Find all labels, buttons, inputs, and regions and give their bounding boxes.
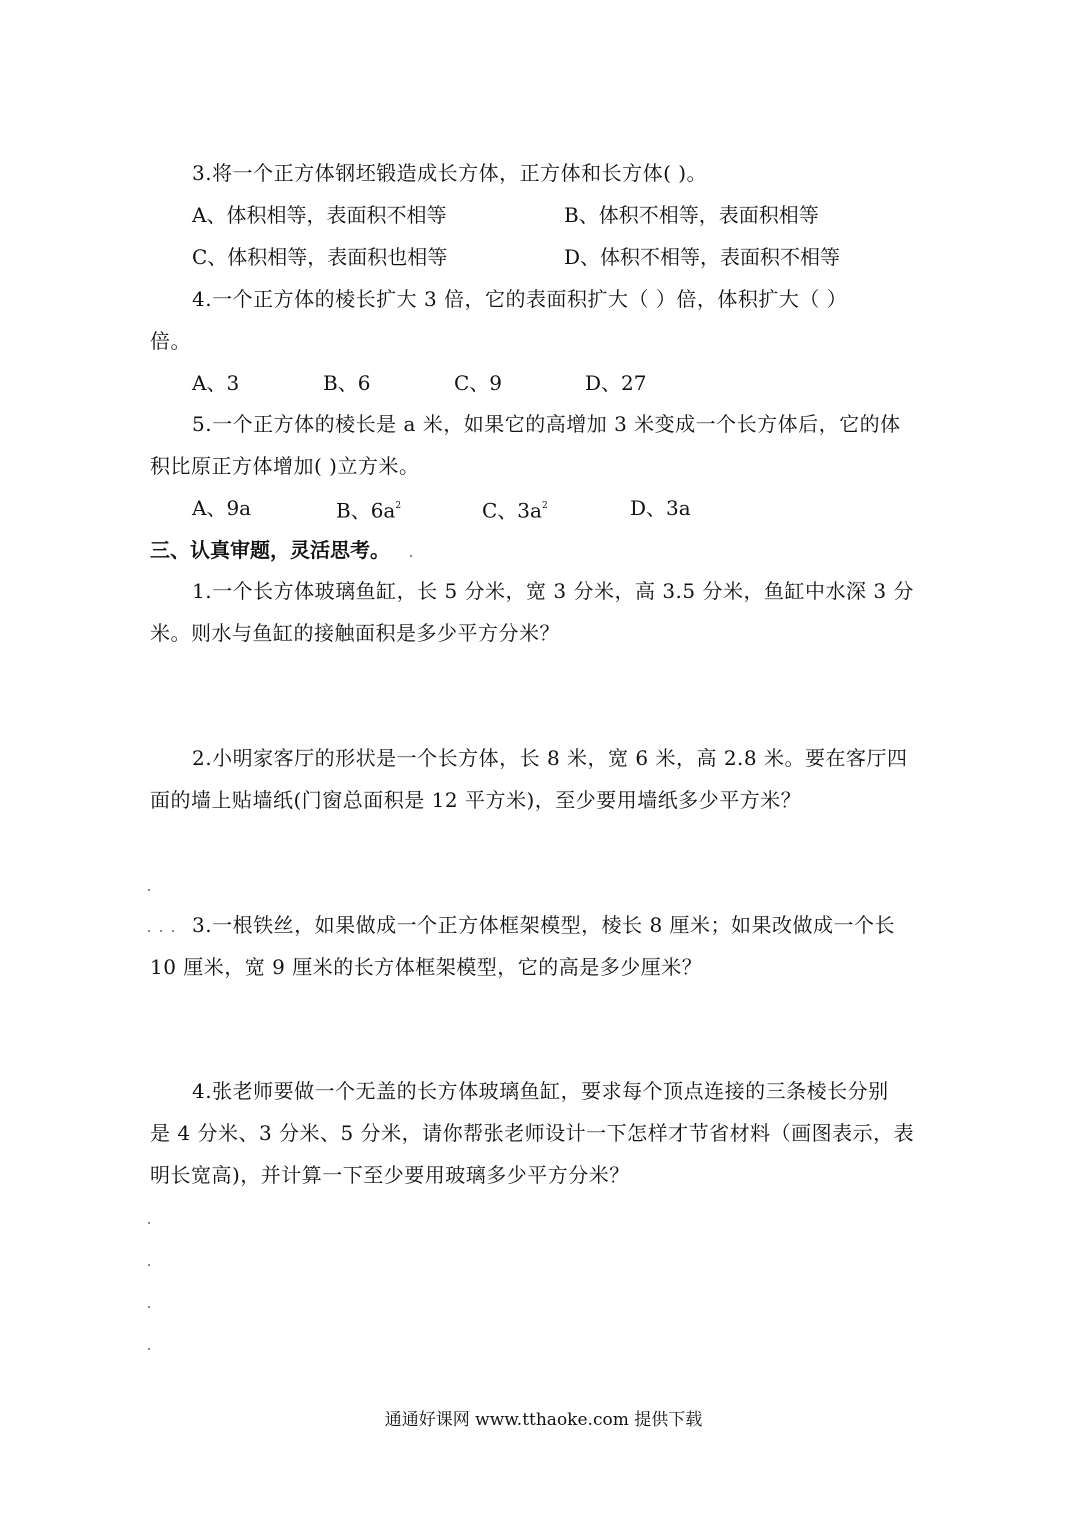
q5-option-b-exponent: 2	[395, 501, 402, 511]
problem-3-line2: 10 厘米，宽 9 厘米的长方体框架模型，它的高是多少厘米？	[150, 955, 703, 979]
footer-credit: 通通好课网 www.tthaoke.com 提供下载	[384, 1410, 703, 1430]
q4-option-b: B、6	[323, 371, 371, 395]
q3-option-c: C、体积相等，表面积也相等	[192, 245, 448, 269]
q5-stem-line2: 积比原正方体增加( )立方米。	[150, 454, 420, 478]
q4-option-a: A、3	[192, 371, 240, 395]
stray-dot	[148, 889, 150, 891]
q5-option-a: A、9a	[192, 496, 252, 520]
problem-2-line2: 面的墙上贴墙纸(门窗总面积是 12 平方米)，至少要用墙纸多少平方米？	[150, 788, 802, 812]
q3-option-a: A、体积相等，表面积不相等	[192, 203, 447, 227]
stray-dot	[148, 1348, 150, 1350]
q3-stem: 3.将一个正方体钢坯锻造成长方体，正方体和长方体( )。	[192, 161, 708, 185]
q5-option-b-base: B、6a	[336, 498, 396, 523]
stray-dot	[148, 1222, 150, 1224]
q4-option-c: C、9	[454, 371, 503, 395]
problem-4-line1: 4.张老师要做一个无盖的长方体玻璃鱼缸，要求每个顶点连接的三条棱长分别	[192, 1079, 889, 1103]
problem-2-line1: 2.小明家客厅的形状是一个长方体，长 8 米，宽 6 米，高 2.8 米。要在客厅四	[192, 746, 908, 770]
q5-option-c	[482, 495, 548, 524]
stray-dot	[148, 1306, 150, 1308]
q4-stem-line1: 4.一个正方体的棱长扩大 3 倍，它的表面积扩大（ ）倍，体积扩大（ ）	[192, 287, 848, 311]
stray-dot	[160, 930, 162, 932]
q3-option-b: B、体积不相等，表面积相等	[564, 203, 819, 227]
problem-1-line2: 米。则水与鱼缸的接触面积是多少平方分米？	[150, 621, 560, 645]
q5-option-c-exponent: 2	[541, 501, 548, 511]
q3-option-d: D、体积不相等，表面积不相等	[564, 245, 841, 269]
q5-stem-line1: 5.一个正方体的棱长是 a 米，如果它的高增加 3 米变成一个长方体后，它的体	[192, 412, 901, 436]
problem-3-line1: 3.一根铁丝，如果做成一个正方体框架模型，棱长 8 厘米；如果改做成一个长	[192, 913, 896, 937]
q5-option-d: D、3a	[630, 496, 691, 520]
problem-4-line3: 明长宽高)，并计算一下至少要用玻璃多少平方分米？	[150, 1163, 630, 1187]
stray-dot	[410, 555, 412, 557]
problem-4-line2: 是 4 分米、3 分米、5 分米，请你帮张老师设计一下怎样才节省材料（画图表示，表	[150, 1121, 915, 1145]
q4-stem-line2: 倍。	[150, 329, 191, 353]
q4-option-d: D、27	[585, 371, 647, 395]
section-heading: 三、认真审题，灵活思考。	[150, 538, 390, 562]
q5-option-b	[336, 495, 401, 524]
stray-dot	[148, 1264, 150, 1266]
stray-dot	[172, 930, 174, 932]
stray-dot	[148, 930, 150, 932]
q5-option-c-base: C、3a	[482, 498, 542, 523]
problem-1-line1: 1.一个长方体玻璃鱼缸，长 5 分米，宽 3 分米，高 3.5 分米，鱼缸中水深 3 分	[192, 579, 914, 603]
